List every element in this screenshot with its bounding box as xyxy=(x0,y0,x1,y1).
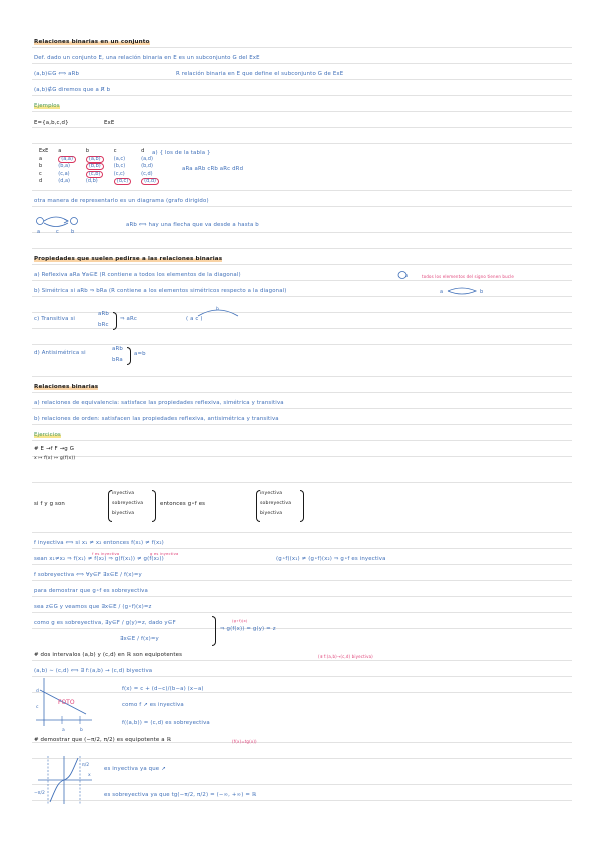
table-cell: (c,b) xyxy=(81,171,109,179)
product-table xyxy=(34,148,164,186)
table-cell: (b,b) xyxy=(81,163,109,171)
table-header-cell: b xyxy=(85,148,90,154)
intervals-note: (∃ f:(a,b)→(c,d) biyectiva) xyxy=(318,654,373,659)
exercise-conclusion: entonces g∘f es xyxy=(160,501,206,507)
surjective-brace xyxy=(212,616,216,646)
axis-label-c: c xyxy=(36,705,39,710)
tangent-axis-neg-pi-half: −π/2 xyxy=(34,791,45,796)
surjective-proof-step: sea z∈G y veamos que ∃x∈E / (g∘f)(x)=z xyxy=(34,604,152,610)
table-row xyxy=(34,156,164,164)
table-row-label: a xyxy=(39,155,43,162)
tangent-note: (f(x)=tg(x)) xyxy=(232,739,257,744)
table-cell: (d,a) xyxy=(58,178,71,184)
property-option: biyectiva xyxy=(112,511,135,516)
table-header-cell: a xyxy=(58,148,62,154)
table-cell: (b,d) xyxy=(141,163,154,169)
photo-label: FOTO xyxy=(58,699,75,706)
definition-relation-note: R relación binaria en E que define el subconjunto G de ExE xyxy=(176,71,344,77)
composition-map: # E →f F →g G xyxy=(34,446,75,452)
antisym-premise-2: bRa xyxy=(112,357,123,363)
surjective-definition: f sobreyectiva ⟺ ∀y∈F ∃x∈E / f(x)=y xyxy=(34,572,142,578)
antisym-premise-1: aRb xyxy=(112,346,123,352)
right-brace xyxy=(152,490,156,522)
table-header-cell: c xyxy=(113,148,117,154)
transitive-diagram: ( a c ) xyxy=(186,316,203,322)
table-row xyxy=(34,171,164,179)
property-option: biyectiva xyxy=(260,511,283,516)
section-title-propiedades: Propiedades que suelen pedirse a las relaciones binarias xyxy=(34,256,223,262)
axis-label-d: d xyxy=(36,689,39,694)
table-cell: (a,d) xyxy=(141,155,153,162)
reflexive-note: todos los elementos del signo tienen bucle xyxy=(422,274,515,279)
property-option: sobreyectiva xyxy=(260,501,292,506)
table-cell: (b,a) xyxy=(58,163,71,169)
table-cell: (c,c) xyxy=(113,170,125,177)
transitive-node-b: b xyxy=(216,307,219,312)
table-cell: (a,b) xyxy=(81,156,109,164)
reflexive-loop-icon xyxy=(396,270,416,280)
equivalence-relations: a) relaciones de equivalencia: satisface las propiedades reflexiva, simétrica y transitiva xyxy=(34,400,284,406)
interval-surjective: f((a,b)) = (c,d) es sobreyectiva xyxy=(122,720,210,726)
order-relations: b) relaciones de orden: satisfacen las propiedades reflexiva, antisimétrica y transitiva xyxy=(34,416,279,422)
surjective-proof-step: ∃x∈E / f(x)=y xyxy=(120,636,159,642)
section-title-relaciones-binarias: Relaciones binarias xyxy=(34,384,99,390)
directed-graph xyxy=(34,212,94,234)
table-cell: (a,c) xyxy=(113,155,126,162)
surjective-proof-intro: para demostrar que g∘f es sobreyectiva xyxy=(34,588,148,594)
property-antisymmetric: d) Antisimétrica si xyxy=(34,350,86,356)
transitive-premise-2: bRc xyxy=(98,322,109,328)
example-set: E={a,b,c,d} xyxy=(34,120,69,126)
table-row xyxy=(34,163,164,171)
table-header-cell: d xyxy=(141,148,145,154)
table-row-label: b xyxy=(39,163,43,169)
definition-equivalence: (a,b)∈G ⟺ aRb xyxy=(34,71,80,77)
symmetric-node-b: b xyxy=(480,289,484,295)
table-cell: (a,a) xyxy=(53,156,81,164)
property-transitive: c) Transitiva si xyxy=(34,316,76,322)
surjective-annotation: (g∘f)(x) xyxy=(232,618,248,623)
symmetric-arrows-icon xyxy=(440,285,490,297)
interval-injective: como f ↗ es inyectiva xyxy=(122,702,184,708)
table-header-row xyxy=(34,148,164,156)
transitive-conclusion: ⇒ aRc xyxy=(120,316,137,322)
definition-not-related: (a,b)∉G diremos que a R̸ b xyxy=(34,87,111,93)
table-header-cell: ExE xyxy=(39,148,49,154)
tangent-injective: es inyectiva ya que ↗ xyxy=(104,766,166,772)
table-cell: (c,a) xyxy=(58,170,70,177)
interval-formula: f(x) = c + (d−c)/(b−a) (x−a) xyxy=(122,686,204,692)
injective-definition: f inyectiva ⟺ si x₁ ≠ x₂ entonces f(x₁) ≠ f(x₂) xyxy=(34,540,164,546)
table-row xyxy=(34,178,164,186)
property-reflexive: a) Reflexiva aRa ∀a∈E (R contiene a todos los elementos de la diagonal) xyxy=(34,272,241,278)
surjective-proof-conclusion: ⇒ g(f(x)) = g(y) = z xyxy=(220,626,276,632)
transitive-brace xyxy=(113,312,117,330)
transitive-arrow-icon xyxy=(196,304,242,318)
property-symmetric: b) Simétrica si aRb ⇒ bRa (R contiene a los elementos simétricos respecto a la diagonal) xyxy=(34,288,287,294)
table-row-label: d xyxy=(39,178,43,184)
table-cell: (c,d) xyxy=(141,170,153,177)
exercise-statement: si f y g son xyxy=(34,501,65,507)
graph-note: aRb ⟺ hay una flecha que va desde a hasta b xyxy=(126,222,259,228)
injective-annotation-f: f es inyectiva xyxy=(92,551,120,556)
graph-node-c: c xyxy=(56,229,59,235)
property-option: inyectiva xyxy=(260,491,283,496)
exercises-heading: Ejercicios xyxy=(34,432,61,438)
transitive-premise-1: aRb xyxy=(98,311,109,317)
relation-pairs: aRa aRb cRb aRc dRd xyxy=(182,166,244,172)
tangent-graph xyxy=(34,754,94,806)
right-brace xyxy=(300,490,304,522)
antisym-brace xyxy=(127,347,131,365)
antisym-conclusion: a=b xyxy=(134,351,146,357)
example-product: ExE xyxy=(104,120,115,126)
graph-intro: otra manera de representarlo es un diagrama (grafo dirigido) xyxy=(34,198,209,204)
property-option: sobreyectiva xyxy=(112,501,144,506)
table-note: a) { los de la tabla } xyxy=(152,150,211,156)
property-option: inyectiva xyxy=(112,491,135,496)
injective-proof: sean x₁≠x₂ ⇒ f(x₁) ≠ f(x₂) ⇒ g(f(x₁)) ≠ g(f(x₂)) xyxy=(34,556,164,562)
surjective-proof-step: como g es sobreyectiva, ∃y∈F / g(y)=z, dado y∈F xyxy=(34,620,176,626)
intervals-statement: # dos intervalos (a,b) y (c,d) en ℝ son equipotentes xyxy=(34,652,183,658)
interval-graph xyxy=(34,676,94,732)
injective-proof-conclusion: (g∘f)(x₁) ≠ (g∘f)(x₂) ⇒ g∘f es inyectiva xyxy=(276,556,386,562)
reflexive-node: a xyxy=(405,273,409,279)
examples-heading: Ejemplos xyxy=(34,103,60,109)
composition-map-elements: x ↦ f(x) ↦ g(f(x)) xyxy=(34,456,76,461)
axis-label-a: a xyxy=(62,728,65,733)
tangent-surjective: es sobreyectiva ya que tg(−π/2, π/2) = (−∞, +∞) = ℝ xyxy=(104,792,257,798)
table-cell: (d,b) xyxy=(85,178,98,184)
tangent-axis-x: x xyxy=(88,773,91,778)
graph-node-a: a xyxy=(37,229,41,235)
section-title-relaciones: Relaciones binarias en un conjunto xyxy=(34,39,150,45)
table-cell: (d,c) xyxy=(109,178,136,186)
symmetric-node-a: a xyxy=(440,289,444,295)
table-cell: (d,d) xyxy=(136,178,164,186)
injective-annotation-g: g es inyectiva xyxy=(150,551,179,556)
intervals-bijection: (a,b) ∼ (c,d) ⟺ ∃ f:(a,b) → (c,d) biyectiva xyxy=(34,668,153,674)
table-cell: (b,c) xyxy=(113,163,126,169)
tangent-axis-pi-half: π/2 xyxy=(82,763,90,768)
graph-node-b: b xyxy=(71,229,75,235)
axis-label-b: b xyxy=(80,728,83,733)
table-row-label: c xyxy=(39,170,42,177)
definition-line: Def. dado un conjunto E, una relación binaria en E es un subconjunto G del ExE xyxy=(34,55,260,61)
tangent-statement: # demostrar que (−π/2, π/2) es equipotente a ℝ xyxy=(34,737,171,743)
